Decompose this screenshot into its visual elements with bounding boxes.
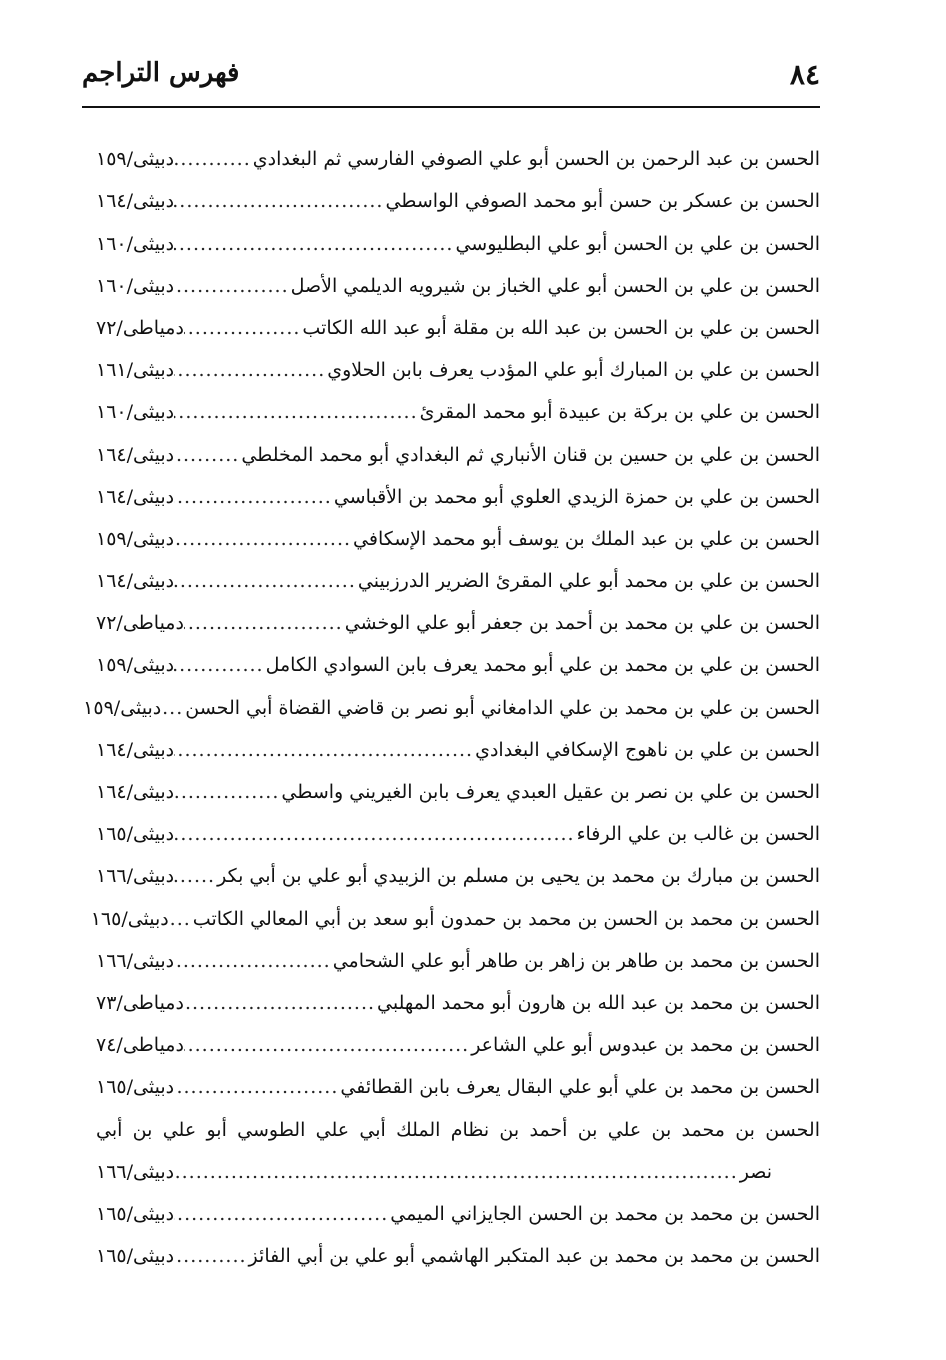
entry-name: الحسن بن علي بن الحسن أبو علي البطليوسي bbox=[455, 232, 820, 255]
section-title: فهرس التراجم bbox=[82, 58, 240, 88]
entry-name: الحسن بن محمد بن عبد الله بن هارون أبو محمد المهلبي bbox=[377, 991, 820, 1014]
entry-reference: دبيثى/١٥٩ bbox=[96, 148, 175, 171]
entry-reference: دبيثى/١٦٤ bbox=[96, 570, 175, 593]
entry-name: الحسن بن علي بن محمد بن علي أبو محمد يعرف بابن السوادي الكامل bbox=[265, 654, 820, 677]
index-entry-continuation bbox=[96, 1141, 820, 1183]
dot-leader bbox=[174, 570, 358, 592]
index-entry bbox=[96, 255, 820, 297]
entry-reference: دبيثى/١٦٥ bbox=[96, 1076, 175, 1099]
dot-leader bbox=[161, 697, 185, 719]
index-entry bbox=[96, 550, 820, 592]
dot-leader bbox=[184, 1034, 471, 1056]
dot-leader bbox=[184, 612, 345, 634]
biography-index-list bbox=[83, 128, 820, 1268]
dot-leader bbox=[184, 317, 302, 339]
index-entry bbox=[96, 1225, 820, 1267]
index-entry bbox=[96, 803, 820, 845]
entry-reference: دبيثى/١٦٤ bbox=[96, 738, 175, 761]
dot-leader bbox=[174, 739, 475, 761]
dot-leader bbox=[174, 1161, 740, 1183]
entry-reference: دبيثى/١٦٠ bbox=[96, 274, 175, 297]
entry-name-continuation: نصر bbox=[739, 1160, 772, 1183]
entry-reference: دبيثى/١٥٩ bbox=[83, 696, 162, 719]
dot-leader bbox=[184, 992, 377, 1014]
entry-reference: دبيثى/١٦٥ bbox=[96, 1245, 175, 1268]
entry-name: الحسن بن محمد بن عبدوس أبو علي الشاعر bbox=[471, 1034, 820, 1057]
entry-reference: دبيثى/١٦٠ bbox=[96, 401, 175, 424]
dot-leader bbox=[174, 865, 217, 887]
entry-reference: دبيثى/١٥٩ bbox=[96, 527, 175, 550]
entry-reference: دبيثى/١٦٤ bbox=[96, 190, 175, 213]
dot-leader bbox=[174, 233, 455, 255]
index-entry bbox=[96, 634, 820, 676]
entry-name: الحسن بن علي بن المبارك أبو علي المؤدب يعرف بابن الحلاوي bbox=[327, 359, 820, 382]
entry-name: الحسن بن علي بن محمد بن أحمد بن جعفر أبو علي الوخشي bbox=[344, 612, 820, 635]
entry-reference: دبيثى/١٦٤ bbox=[96, 485, 175, 508]
entry-reference: دبيثى/١٦٦ bbox=[96, 1160, 175, 1183]
dot-leader bbox=[174, 528, 353, 550]
entry-name: الحسن بن علي بن عبد الملك بن يوسف أبو محمد الإسكافي bbox=[353, 527, 820, 550]
entry-name: الحسن بن علي بن ناهوج الإسكافي البغدادي bbox=[475, 738, 820, 761]
entry-reference: دبيثى/١٦٦ bbox=[96, 949, 175, 972]
entry-name: الحسن بن محمد بن طاهر بن زاهر بن طاهر أبو علي الشحامي bbox=[332, 949, 820, 972]
entry-name: الحسن بن علي بن بركة بن عبيدة أبو محمد المقرئ bbox=[419, 401, 820, 424]
entry-reference: دمياطى/٧٢ bbox=[96, 316, 184, 339]
entry-name: الحسن بن علي بن الحسن بن عبد الله بن مقلة أبو عبد الله الكاتب bbox=[302, 316, 820, 339]
entry-name: الحسن بن عسكر بن حسن أبو محمد الصوفي الواسطي bbox=[385, 190, 820, 213]
entry-reference: دمياطى/٧٢ bbox=[96, 612, 184, 635]
entry-reference: دبيثى/١٦٥ bbox=[96, 823, 175, 846]
index-entry bbox=[96, 170, 820, 212]
index-entry bbox=[96, 1056, 820, 1098]
index-entry bbox=[96, 381, 820, 423]
entry-name: الحسن بن غالب بن علي الرفاء bbox=[576, 823, 820, 846]
index-entry bbox=[83, 676, 820, 719]
entry-name: الحسن بن محمد بن الحسن بن محمد بن حمدون أبو سعد بن أبي المعالي الكاتب bbox=[192, 907, 820, 930]
entry-reference: دبيثى/١٦٤ bbox=[96, 443, 175, 466]
page-number: ٨٤ bbox=[789, 58, 820, 91]
index-entry bbox=[90, 887, 820, 930]
index-entry bbox=[96, 719, 820, 761]
page-header bbox=[82, 52, 820, 104]
entry-name: الحسن بن مبارك بن محمد بن يحيى بن مسلم بن الزبيدي أبو علي بن أبي بكر bbox=[217, 865, 820, 888]
entry-name: الحسن بن محمد بن علي أبو علي البقال يعرف بابن القطائفي bbox=[340, 1076, 820, 1099]
index-entry bbox=[96, 423, 820, 465]
entry-name: الحسن بن عبد الرحمن بن الحسن أبو علي الصوفي الفارسي ثم البغدادي bbox=[252, 148, 820, 171]
entry-name: الحسن بن محمد بن علي بن أحمد بن نظام الملك أبي علي الطوسي أبو علي بن أبي bbox=[96, 1118, 820, 1141]
index-entry bbox=[96, 845, 820, 887]
index-entry bbox=[96, 508, 820, 550]
index-entry bbox=[96, 930, 820, 972]
entry-reference: دبيثى/١٦٠ bbox=[96, 232, 175, 255]
index-entry bbox=[96, 972, 820, 1014]
dot-leader bbox=[174, 190, 385, 212]
entry-name: الحسن بن علي بن نصر بن عقيل العبدي يعرف بابن الغيريني واسطي bbox=[281, 781, 820, 803]
dot-leader bbox=[174, 950, 333, 972]
entry-name: الحسن بن علي بن محمد بن علي الدامغاني أبو نصر بن قاضي القضاة أبي الحسن bbox=[185, 696, 820, 719]
dot-leader bbox=[174, 275, 291, 297]
entry-name: الحسن بن علي بن الحسن أبو علي الخباز بن شيرويه الديلمي الأصل bbox=[290, 274, 820, 297]
entry-name: الحسن بن علي بن حمزة الزيدي العلوي أبو محمد بن الأقباسي bbox=[333, 485, 820, 508]
header-rule bbox=[82, 106, 820, 108]
dot-leader bbox=[174, 823, 576, 845]
index-entry bbox=[96, 1098, 820, 1140]
dot-leader bbox=[174, 781, 281, 803]
index-entry bbox=[96, 592, 820, 634]
entry-name: الحسن بن محمد بن محمد بن الحسن الجايزاني الميمي bbox=[390, 1202, 820, 1225]
entry-reference: دبيثى/١٥٩ bbox=[96, 654, 175, 677]
entry-name: الحسن بن علي بن حسين بن قنان الأنباري ثم البغدادي أبو محمد المخلطي bbox=[241, 443, 820, 466]
index-entry bbox=[96, 339, 820, 381]
dot-leader bbox=[174, 401, 420, 423]
index-entry bbox=[96, 1183, 820, 1225]
dot-leader bbox=[169, 908, 193, 930]
dot-leader bbox=[174, 148, 253, 170]
entry-name: الحسن بن علي بن محمد أبو علي المقرئ الضرير الدرزبيني bbox=[357, 570, 820, 593]
index-entry bbox=[96, 128, 820, 170]
entry-reference: دمياطى/٧٤ bbox=[96, 1034, 184, 1057]
dot-leader bbox=[174, 1076, 340, 1098]
index-entry bbox=[96, 297, 820, 339]
entry-reference: دبيثى/١٦٤ bbox=[96, 781, 175, 803]
entry-reference: دبيثى/١٦٦ bbox=[96, 865, 175, 888]
dot-leader bbox=[174, 359, 327, 381]
dot-leader bbox=[174, 444, 241, 466]
index-entry bbox=[96, 466, 820, 508]
dot-leader bbox=[174, 1245, 248, 1267]
entry-reference: دبيثى/١٦٥ bbox=[96, 1202, 175, 1225]
dot-leader bbox=[174, 1203, 390, 1225]
index-entry bbox=[96, 212, 820, 254]
entry-reference: دمياطى/٧٣ bbox=[96, 991, 184, 1014]
entry-reference: دبيثى/١٦٥ bbox=[90, 907, 169, 930]
entry-name: الحسن بن محمد بن محمد بن عبد المتكبر الهاشمي أبو علي بن أبي الفائز bbox=[248, 1245, 820, 1268]
entry-reference: دبيثى/١٦١ bbox=[96, 359, 175, 382]
dot-leader bbox=[174, 654, 266, 676]
index-entry bbox=[96, 1014, 820, 1056]
dot-leader bbox=[174, 486, 334, 508]
index-entry bbox=[96, 761, 820, 803]
